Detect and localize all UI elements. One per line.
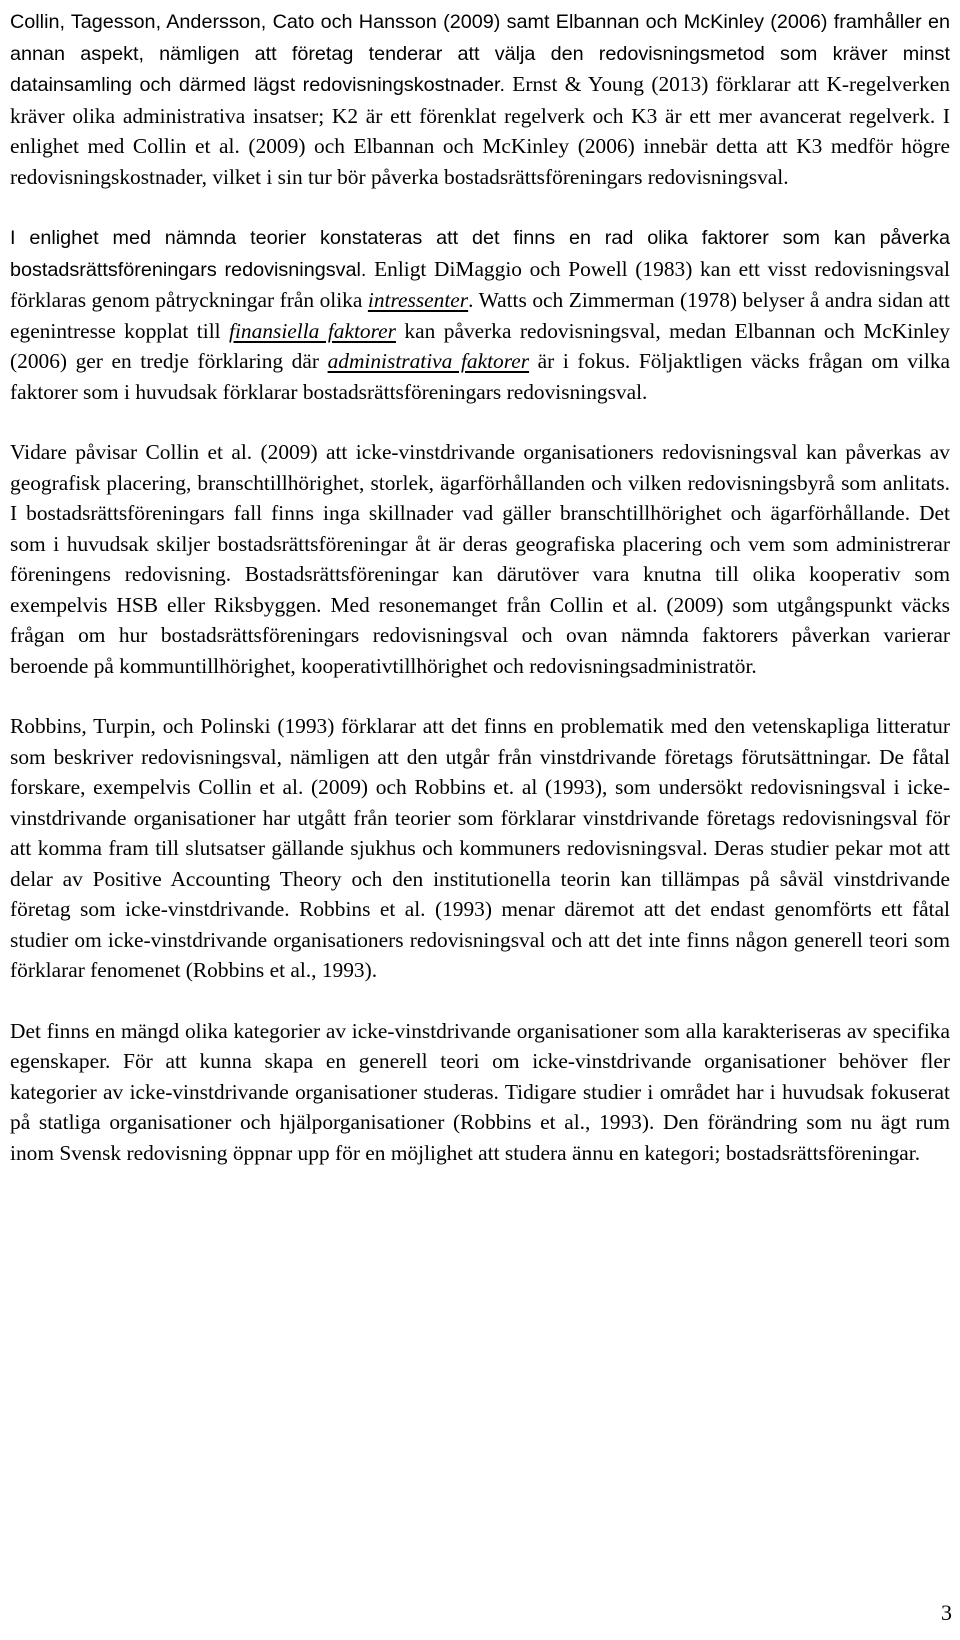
paragraph-2 [10, 222, 950, 407]
text-run: Ernst & Young (2013) förklarar att K-regelverken kräver olika administrativa insatser; K2 är ett förenklat regelverk och K3 är ett mer avancerat regelverk. I enlighet med Collin et al. (2009) och Elbannan och McKinley (2006) innebär detta att K3 medför högre redovisningskostnader, vilket i sin tur bör påverka bostadsrättsföreningars redovisningsval. [10, 72, 950, 189]
emphasized-term-administrativa-faktorer: administrativa faktorer [327, 349, 530, 373]
paragraph-5 [10, 1016, 950, 1169]
paragraph-1 [10, 6, 950, 192]
text-run: Det finns en mängd olika kategorier av icke-vinstdrivande organisationer som alla karakteriseras av specifika egenskaper. För att kunna skapa en generell teori om icke-vinstdrivande organisationer behöver fler kategorier av icke-vinstdrivande organisationer studeras. Tidigare studier i området har i huvudsak fokuserat på statliga organisationer och hjälporganisationer (Robbins et al., 1993). Den förändring som nu ägt rum inom Svensk redovisning öppnar upp för en möjlighet att studera ännu en kategori; bostadsrättsföreningar. [10, 1018, 950, 1165]
page-number: 3 [941, 1600, 952, 1625]
paragraph-3 [10, 437, 950, 681]
text-run: kan påverka redovisningsval, medan Elbannan och McKinley (2006) ger en tredje förklaring där [10, 318, 950, 373]
text-run: I enlighet med nämnda teorier konstateras att det finns en rad olika faktorer som kan påverka bostadsrättsföreningars redovisningsval. [10, 227, 950, 281]
text-run: Enligt DiMaggio och Powell (1983) kan ett visst redovisningsval förklaras genom påtryckningar från olika [10, 256, 950, 312]
text-run: . Watts och Zimmerman (1978) belyser å andra sidan att egenintresse kopplat till [10, 288, 951, 343]
text-run: Collin, Tagesson, Andersson, Cato och Hansson (2009) samt Elbannan och McKinley (2006) framhåller en annan aspekt, nämligen att företag tenderar att välja den redovisningsmetod som kräver minst datainsamling och därmed lägst redovisningskostnader. [10, 11, 950, 96]
paragraph-4 [10, 711, 950, 986]
document-page [10, 6, 950, 1198]
emphasized-term-finansiella-faktorer: finansiella faktorer [229, 318, 396, 343]
emphasized-term-intressenter: intressenter [367, 288, 469, 312]
text-run: Robbins, Turpin, och Polinski (1993) förklarar att det finns en problematik med den vetenskapliga litteratur som beskriver redovisningsval, nämligen att den utgår från vinstdrivande företags förutsättningar. De fåtal forskare, exempelvis Collin et al. (2009) och Robbins et. al (1993), som undersökt redovisningsval i icke-vinstdrivande organisationer har utgått från teorier som förklarar vinstdrivande företags redovisningsval för att komma fram till slutsatser gällande sjukhus och kommuners redovisningsval. Deras studier pekar mot att delar av Positive Accounting Theory och den institutionella teorin kan tillämpas på såväl vinstdrivande företag som icke-vinstdrivande. Robbins et al. (1993) menar däremot att det endast genomförts ett fåtal studier om icke-vinstdrivande organisationers redovisningsval och att det inte finns någon generell teori som förklarar fenomenet (Robbins et al., 1993). [10, 714, 950, 982]
text-run: är i fokus. Följaktligen väcks frågan om vilka faktorer som i huvudsak förklarar bostadsrättsföreningars redovisningsval. [10, 349, 951, 404]
text-run: Vidare påvisar Collin et al. (2009) att icke-vinstdrivande organisationers redovisningsval kan påverkas av geografisk placering, branschtillhörighet, storlek, ägarförhållanden och vilken redovisningsbyrå som anlitats. I bostadsrättsföreningars fall finns inga skillnader vad gäller branschtillhörighet och ägarförhållande. Det som i huvudsak skiljer bostadsrättsföreningar åt är deras geografiska placering och vem som administrerar föreningens redovisning. Bostadsrättsföreningar kan därutöver vara knutna till olika kooperativ som exempelvis HSB eller Riksbyggen. Med resonemanget från Collin et al. (2009) som utgångspunkt väcks frågan om hur bostadsrättsföreningars redovisningsval och ovan nämnda faktorers påverkan varierar beroende på kommuntillhörighet, kooperativtillhörighet och redovisningsadministratör. [10, 440, 950, 678]
